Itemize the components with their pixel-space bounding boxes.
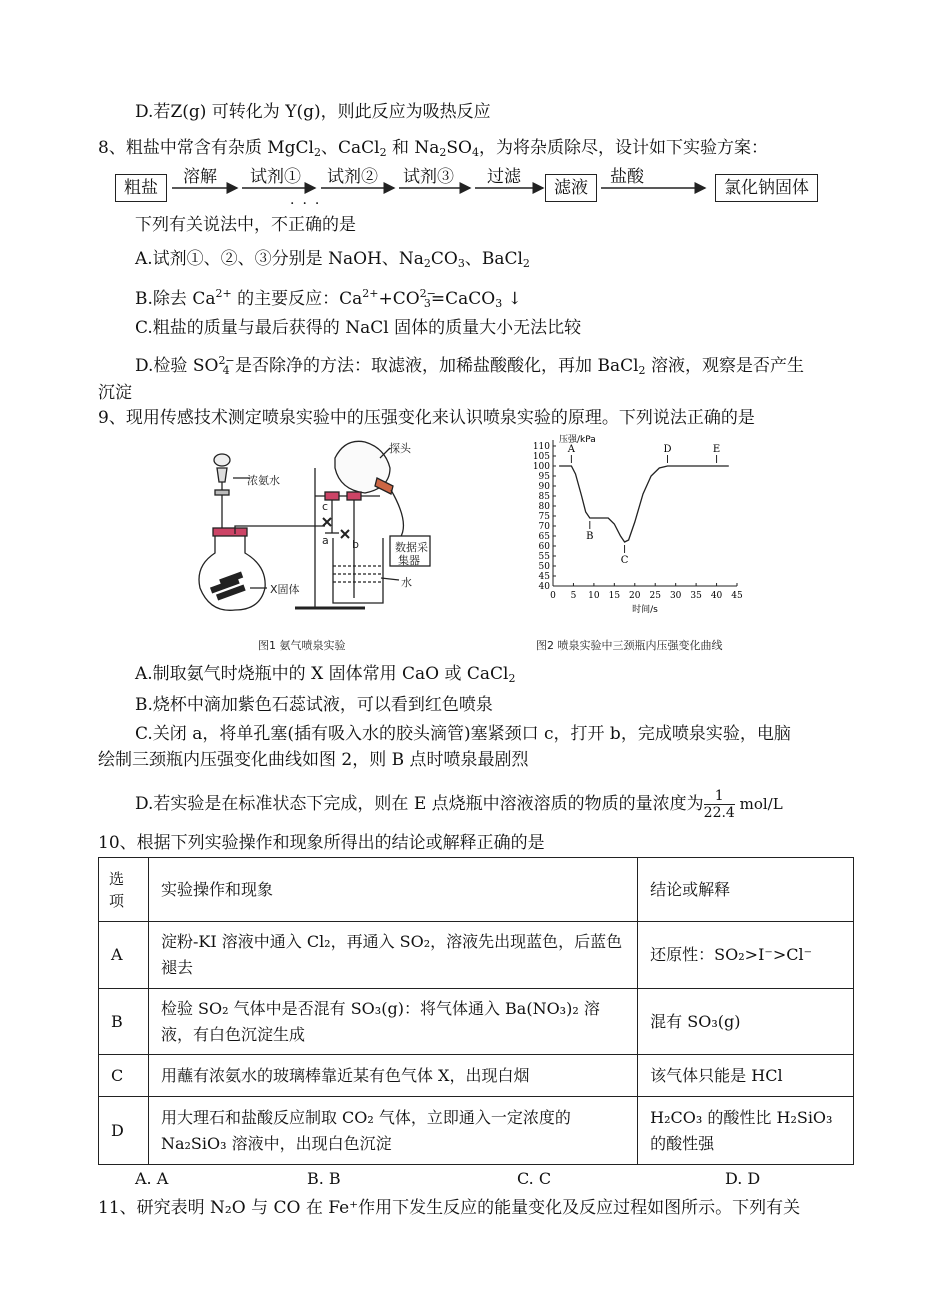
x-axis-label: 时间/s — [632, 605, 658, 615]
q8-option-c: C.粗盐的质量与最后获得的 NaCl 固体的质量大小无法比较 — [135, 318, 582, 338]
y-tick-label: 45 — [538, 572, 550, 582]
choice-c: C. C — [517, 1169, 552, 1188]
header-option: 选项 — [99, 858, 149, 922]
label-probe: 探头 — [389, 442, 411, 455]
x-tick-label: 45 — [731, 591, 743, 601]
row-operation: 淀粉-KI 溶液中通入 Cl₂，再通入 SO₂，溶液先出现蓝色，后蓝色褪去 — [148, 922, 637, 989]
q8-stem: 8、粗盐中常含有杂质 MgCl$_2$、CaCl$_2$ 和 $Na_2SO_4$，为将杂质除尽，设计如下实验方案： — [98, 138, 768, 159]
row-operation: 检验 SO₂ 气体中是否混有 SO₃(g)：将气体通入 Ba(NO₃)₂ 溶液，有白色沉淀生成 — [148, 989, 637, 1055]
row-conclusion: 还原性：SO₂>I⁻>Cl⁻ — [638, 922, 854, 989]
header-conclusion: 结论或解释 — [638, 858, 854, 922]
pressure-chart — [515, 428, 755, 628]
x-tick-label: 0 — [550, 591, 556, 601]
q9-option-b: B.烧杯中滴加紫色石蕊试液，可以看到红色喷泉 — [135, 695, 493, 715]
q8-flowchart — [115, 164, 835, 208]
y-tick-label: 50 — [538, 562, 550, 572]
y-tick-label: 70 — [538, 522, 550, 532]
row-conclusion: 混有 SO₃(g) — [638, 989, 854, 1055]
label-data-collector-2: 集器 — [398, 554, 420, 567]
flow-box-crude-salt: 粗盐 — [115, 174, 167, 202]
y-tick-label: 80 — [538, 502, 550, 512]
q8-option-b: B.除去 $Ca^{2+}$ 的主要反应：$Ca^{2+}+CO^{2-}_3=CaCO_3$ ↓ — [135, 287, 522, 310]
figure1-caption: 图1 氨气喷泉实验 — [258, 639, 346, 652]
label-data-collector-1: 数据采 — [395, 541, 428, 554]
choice-d: D. D — [725, 1169, 761, 1188]
x-tick-label: 5 — [570, 591, 577, 601]
y-tick-label: 75 — [538, 512, 550, 522]
figure2-caption: 图2 喷泉实验中三颈瓶内压强变化曲线 — [536, 639, 723, 652]
q7-option-d: D.若Z(g) 可转化为 Y(g)，则此反应为吸热反应 — [135, 102, 491, 122]
flow-box-filtrate: 滤液 — [545, 174, 597, 202]
annotation-b: B — [586, 531, 594, 542]
y-tick-label: 110 — [532, 442, 550, 452]
choice-b: B. B — [307, 1169, 341, 1188]
y-tick-label: 95 — [538, 472, 550, 482]
q9-option-c-line2: 绘制三颈瓶内压强变化曲线如图 2，则 B 点时喷泉最剧烈 — [98, 750, 529, 770]
label-conc-ammonia: 浓氨水 — [247, 474, 280, 487]
y-tick-label: 90 — [538, 482, 550, 492]
annotation-c: C — [620, 555, 629, 566]
x-tick-label: 25 — [649, 591, 661, 601]
q8-option-d-cont: 沉淀 — [98, 383, 132, 403]
flow-box-nacl: 氯化钠固体 — [715, 174, 818, 202]
x-tick-label: 20 — [629, 591, 641, 601]
annotation-a: A — [567, 444, 576, 455]
header-operation: 实验操作和现象 — [148, 858, 637, 922]
annotation-e: E — [712, 444, 721, 455]
emphasis-dots: ··· — [290, 196, 328, 212]
figure1-apparatus — [195, 438, 435, 618]
y-axis-label: 压强/kPa — [559, 435, 596, 445]
label-water: 水 — [401, 576, 412, 589]
flow-step-filter: 过滤 — [487, 167, 521, 187]
q8-ask: 下列有关说法中，不正确的是 — [135, 215, 356, 235]
x-tick-label: 35 — [690, 591, 702, 601]
row-option: C — [99, 1055, 149, 1097]
q8-option-a: A.试剂①、②、③分别是 NaOH、$Na_2CO_3$、BaCl$_2$ — [135, 249, 530, 270]
y-tick-label: 105 — [532, 452, 550, 462]
label-c: c — [322, 500, 329, 513]
y-tick-label: 55 — [538, 552, 550, 562]
y-tick-label: 65 — [538, 532, 550, 542]
annotation-d: D — [663, 444, 672, 455]
table-row — [99, 989, 854, 1055]
table-header-row — [99, 858, 854, 922]
row-conclusion: H₂CO₃ 的酸性比 H₂SiO₃ 的酸性强 — [638, 1097, 854, 1165]
x-tick-label: 10 — [588, 591, 600, 601]
q10-stem: 10、根据下列实验操作和现象所得出的结论或解释正确的是 — [98, 833, 545, 853]
q10-table — [98, 857, 854, 1165]
row-option: A — [99, 922, 149, 989]
flow-step-reagent2: 试剂② — [327, 167, 378, 187]
y-tick-label: 100 — [532, 462, 550, 472]
row-option: B — [99, 989, 149, 1055]
table-row — [99, 1097, 854, 1165]
flow-step-reagent1: 试剂① — [250, 167, 301, 187]
q8-option-d: D.检验 $SO^{2-}_4$ 是否除净的方法：取滤液，加稀盐酸酸化，再加 BaCl$_2$ 溶液，观察是否产生 — [135, 354, 804, 377]
q11-stem: 11、研究表明 N₂O 与 CO 在 Fe⁺作用下发生反应的能量变化及反应过程如图所示。下列有关 — [98, 1198, 801, 1218]
flow-step-hcl: 盐酸 — [610, 167, 644, 187]
flow-step-reagent3: 试剂③ — [403, 167, 454, 187]
row-option: D — [99, 1097, 149, 1165]
table-row — [99, 1055, 854, 1097]
q9-stem: 9、现用传感技术测定喷泉实验中的压强变化来认识喷泉实验的原理。下列说法正确的是 — [98, 408, 755, 428]
choice-a: A. A — [135, 1169, 169, 1188]
q9-option-d: D.若实验是在标准状态下完成，则在 E 点烧瓶中溶液溶质的物质的量浓度为 $\frac{1}{22.4}$ mol/L — [135, 788, 783, 821]
label-x-solid: X固体 — [270, 583, 300, 596]
label-a: a — [322, 534, 329, 547]
label-b: b — [352, 538, 359, 551]
pressure-curve — [559, 466, 729, 542]
table-row — [99, 922, 854, 989]
x-tick-label: 15 — [608, 591, 621, 601]
y-tick-label: 40 — [538, 582, 550, 592]
y-tick-label: 60 — [538, 542, 550, 552]
fraction: $\frac{1}{22.4}$ — [703, 788, 735, 821]
row-conclusion: 该气体只能是 HCl — [638, 1055, 854, 1097]
x-tick-label: 40 — [710, 591, 723, 601]
apparatus-drawing — [195, 438, 435, 618]
q9-option-a: A.制取氨气时烧瓶中的 X 固体常用 CaO 或 CaCl$_2$ — [135, 664, 516, 685]
x-tick-label: 30 — [669, 591, 682, 601]
q9-option-c-line1: C.关闭 a，将单孔塞(插有吸入水的胶头滴管)塞紧颈口 c，打开 b，完成喷泉实验，电脑 — [135, 724, 791, 744]
row-operation: 用蘸有浓氨水的玻璃棒靠近某有色气体 X，出现白烟 — [148, 1055, 637, 1097]
flow-step-dissolve: 溶解 — [183, 167, 217, 187]
row-operation: 用大理石和盐酸反应制取 CO₂ 气体，立即通入一定浓度的 Na₂SiO₃ 溶液中，出现白色沉淀 — [148, 1097, 637, 1165]
y-tick-label: 85 — [538, 492, 550, 502]
